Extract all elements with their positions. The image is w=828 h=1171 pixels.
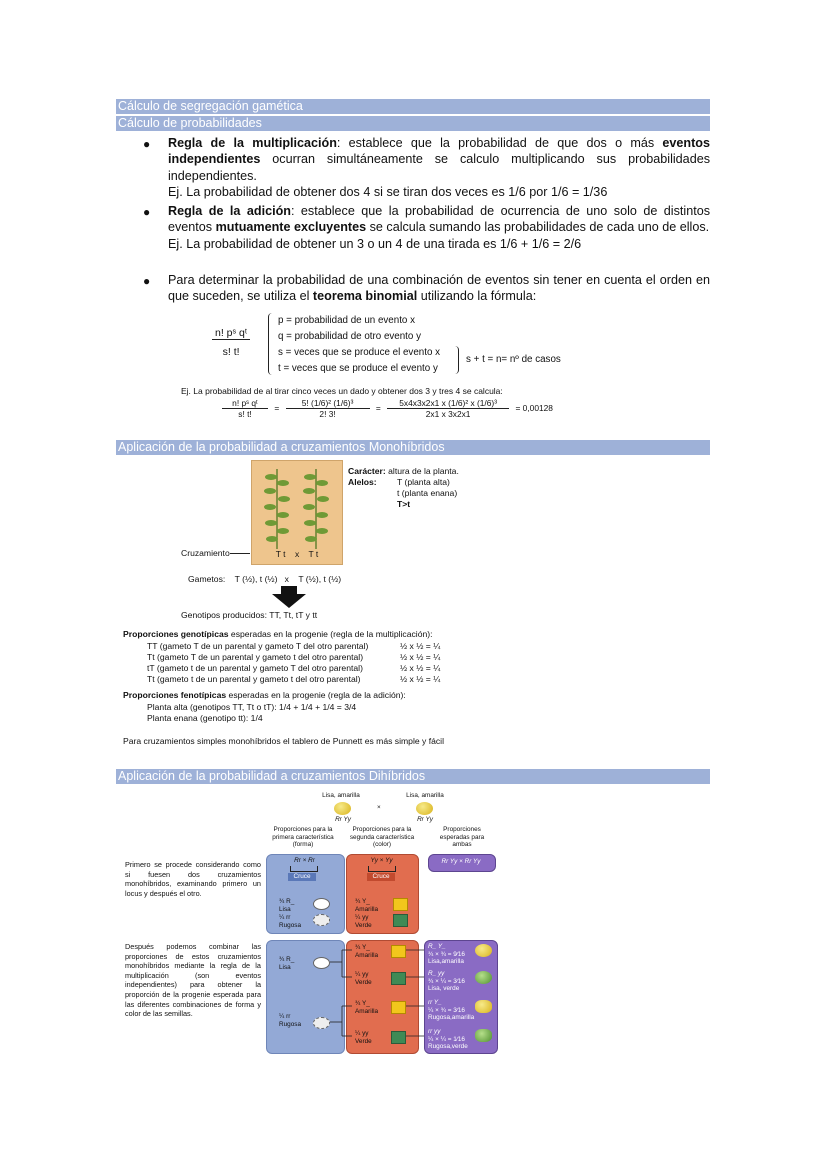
formula-definitions: p = probabilidad de un evento x q = probabilidad de otro evento y s = veces que se produce el evento x t = veces que se produce el evento y	[278, 315, 441, 374]
table-row: tT (gameto t de un parental y gameto T del otro parental) ½ x ½ = ¼	[147, 663, 441, 673]
shape-dominant-combo: ¾ R_ Lisa	[279, 956, 295, 971]
punnett-note: Para cruzamientos simples monohíbridos el tablero de Punnett es más simple y fácil	[123, 736, 444, 746]
bullet-icon: ●	[143, 274, 151, 288]
genotypic-proportions-title: Proporciones genotípicas esperadas en la progenie (regla de la multiplicación):	[123, 629, 433, 639]
table-row: Tt (gameto t de un parental y gameto t del otro parental) ½ x ½ = ¼	[147, 674, 441, 684]
section-header-dihibridos: Aplicación de la probabilidad a cruzamientos Dihíbridos	[116, 769, 710, 784]
color-cross-label: Yy × Yy	[370, 857, 393, 864]
yellow-square-icon	[391, 1001, 406, 1014]
cross-bracket	[290, 866, 318, 872]
parent2-genotype: Rr Yy	[417, 816, 433, 823]
green-square-icon	[393, 914, 408, 927]
result-row-2: R_ yy ¾ × ¼ = 3⁄16 Lisa, verde	[428, 970, 465, 993]
rule-addition: Regla de la adición: establece que la probabilidad de ocurrencia de uno solo de distintos eventos mutuamente excluyentes se calcula sumando las probabilidades de cada uno de ellos. Ej. La probabilidad de obtener un 3 o un 4 de una tirada es 1/6 + 1/6 = 2/6	[168, 204, 710, 251]
genotypic-proportions-table	[147, 641, 447, 685]
result-row-1: R_ Y_ ¾ × ¾ = 9⁄16 Lisa,amarilla	[428, 943, 465, 966]
color-dominant: ¾ Y_ Amarilla	[355, 898, 379, 913]
cross-label: Cruzamiento	[181, 548, 230, 558]
col2-header: Proporciones para la segunda característica (color)	[349, 826, 415, 849]
cruce-tag: Cruce	[367, 873, 395, 881]
green-square-icon	[391, 972, 406, 985]
table-row: TT (gameto T de un parental y gameto T del otro parental) ½ x ½ = ¼	[147, 641, 441, 651]
both-cross-label: Rr Yy × Rr Yy	[441, 858, 481, 865]
parent2-label: Lisa, amarilla	[406, 792, 444, 799]
cross-genotypes: T t x T t	[275, 549, 319, 559]
yellow-square-icon	[391, 945, 406, 958]
right-brace	[452, 346, 459, 374]
example-multiplication: Ej. La probabilidad de obtener dos 4 si se tiran dos veces es 1/6 por 1/6 = 1/36	[168, 184, 608, 199]
combo-color-4: ¼ yy Verde	[355, 1030, 372, 1045]
yellow-seed-icon	[334, 802, 351, 815]
cross-connector	[230, 553, 250, 554]
parent1-label: Lisa, amarilla	[322, 792, 360, 799]
shape-dominant: ¾ R_ Lisa	[279, 898, 295, 913]
parent1-genotype: Rr Yy	[335, 816, 351, 823]
cross-symbol: ×	[377, 804, 381, 811]
example-addition: Ej. La probabilidad de obtener un 3 o un 4 de una tirada es 1/6 + 1/6 = 2/6	[168, 236, 582, 251]
dihybrid-text-1: Primero se procede considerando como si fuesen dos cruzamientos monohíbridos, examinando primero un locus y después el otro.	[125, 860, 261, 898]
character-info: Carácter: altura de la planta. Alelos: T (planta alta) t (planta enana) T>t	[348, 466, 459, 509]
phenotypic-proportions-title: Proporciones fenotípicas esperadas en la progenie (regla de la adición):	[123, 690, 406, 700]
yellow-square-icon	[393, 898, 408, 911]
arrow-down-icon	[272, 586, 306, 608]
combo-color-1: ¾ Y_ Amarilla	[355, 944, 379, 959]
phenotypic-proportions: Planta alta (genotipos TT, Tt o tT): 1/4 + 1/4 + 1/4 = 3/4 Planta enana (genotipo tt): 1/4	[147, 702, 357, 723]
smooth-seed-icon	[313, 898, 330, 910]
combo-color-3: ¾ Y_ Amarilla	[355, 1000, 379, 1015]
shape-recessive-combo: ¼ rr Rugosa	[279, 1013, 302, 1028]
wrinkled-seed-icon	[313, 914, 330, 926]
left-brace	[268, 313, 275, 375]
yellow-smooth-seed-icon	[475, 944, 492, 957]
shape-recessive: ¼ rr Rugosa	[279, 914, 302, 929]
yellow-wrinkled-seed-icon	[475, 1000, 492, 1013]
plants-illustration	[251, 460, 343, 565]
binomial-formula: $\frac{\text{n! pˢ qᵗ}}{s! t!}$	[212, 327, 250, 358]
dihybrid-text-2: Después podemos combinar las proporciones de estos cruzamientos monohíbridos mediante la regla de la multiplicación (son eventos independientes) para obtener la proporción de la progenie esperada para las diferentes combinaciones de forma y color de las semillas.	[125, 942, 261, 1019]
rule-multiplication: Regla de la multiplicación: establece que la probabilidad de que dos o más eventos independientes ocurran simultáneamente se calculo multiplicando sus probabilidades independientes. Ej. La probabilidad de obtener dos 4 si se tiran dos veces es 1/6 por 1/6 = 1/36	[168, 136, 710, 199]
green-wrinkled-seed-icon	[475, 1029, 492, 1042]
section-header-probabilidades: Cálculo de probabilidades	[116, 116, 710, 131]
genotypes-produced: Genotipos producidos: TT, Tt, tT y tt	[181, 610, 318, 620]
cross-bracket	[368, 866, 396, 872]
binomial-example-calc: $\frac{\text{n! pˢ qᵗ}}{s! t!}$ = $\frac{\text{5! (1/6)² (1/6)³}}{2! 3!}$ = $\frac{\text{5x4x3x2x1 x (1/6)² x (1/6)³}}{2x1 x 3x2x1}$ = 0,00128	[222, 398, 553, 419]
section-header-monohibridos: Aplicación de la probabilidad a cruzamientos Monohíbridos	[116, 440, 710, 455]
green-smooth-seed-icon	[475, 971, 492, 984]
yellow-seed-icon	[416, 802, 433, 815]
col3-header: Proporciones esperadas para ambas	[439, 826, 485, 849]
binomial-example-label: Ej. La probabilidad de al tirar cinco veces un dado y obtener dos 3 y tres 4 se calcula:	[181, 386, 503, 396]
shape-cross-label: Rr × Rr	[294, 857, 315, 864]
binomial-intro: Para determinar la probabilidad de una combinación de eventos sin tener en cuenta el orden en que suceden, se utiliza el teorema binomial utilizando la fórmula:	[168, 273, 710, 304]
bullet-icon: ●	[143, 137, 151, 151]
section-header-segregacion: Cálculo de segregación gamética	[116, 99, 710, 114]
green-square-icon	[391, 1031, 406, 1044]
combo-color-2: ¼ yy Verde	[355, 971, 372, 986]
result-row-3: rr Y_ ¼ × ¾ = 3⁄16 Rugosa,amarilla	[428, 999, 475, 1022]
table-row: Tt (gameto T de un parental y gameto t del otro parental) ½ x ½ = ¼	[147, 652, 441, 662]
color-recessive: ¼ yy Verde	[355, 914, 372, 929]
result-row-4: rr yy ¼ × ¼ = 1⁄16 Rugosa,verde	[428, 1028, 468, 1051]
bullet-icon: ●	[143, 205, 151, 219]
sum-cases: s + t = n= nº de casos	[466, 354, 561, 365]
gametes: Gametos: T (½), t (½) x T (½), t (½)	[188, 574, 342, 584]
cruce-tag: Cruce	[288, 873, 316, 881]
col1-header: Proporciones para la primera característica (forma)	[272, 826, 334, 849]
